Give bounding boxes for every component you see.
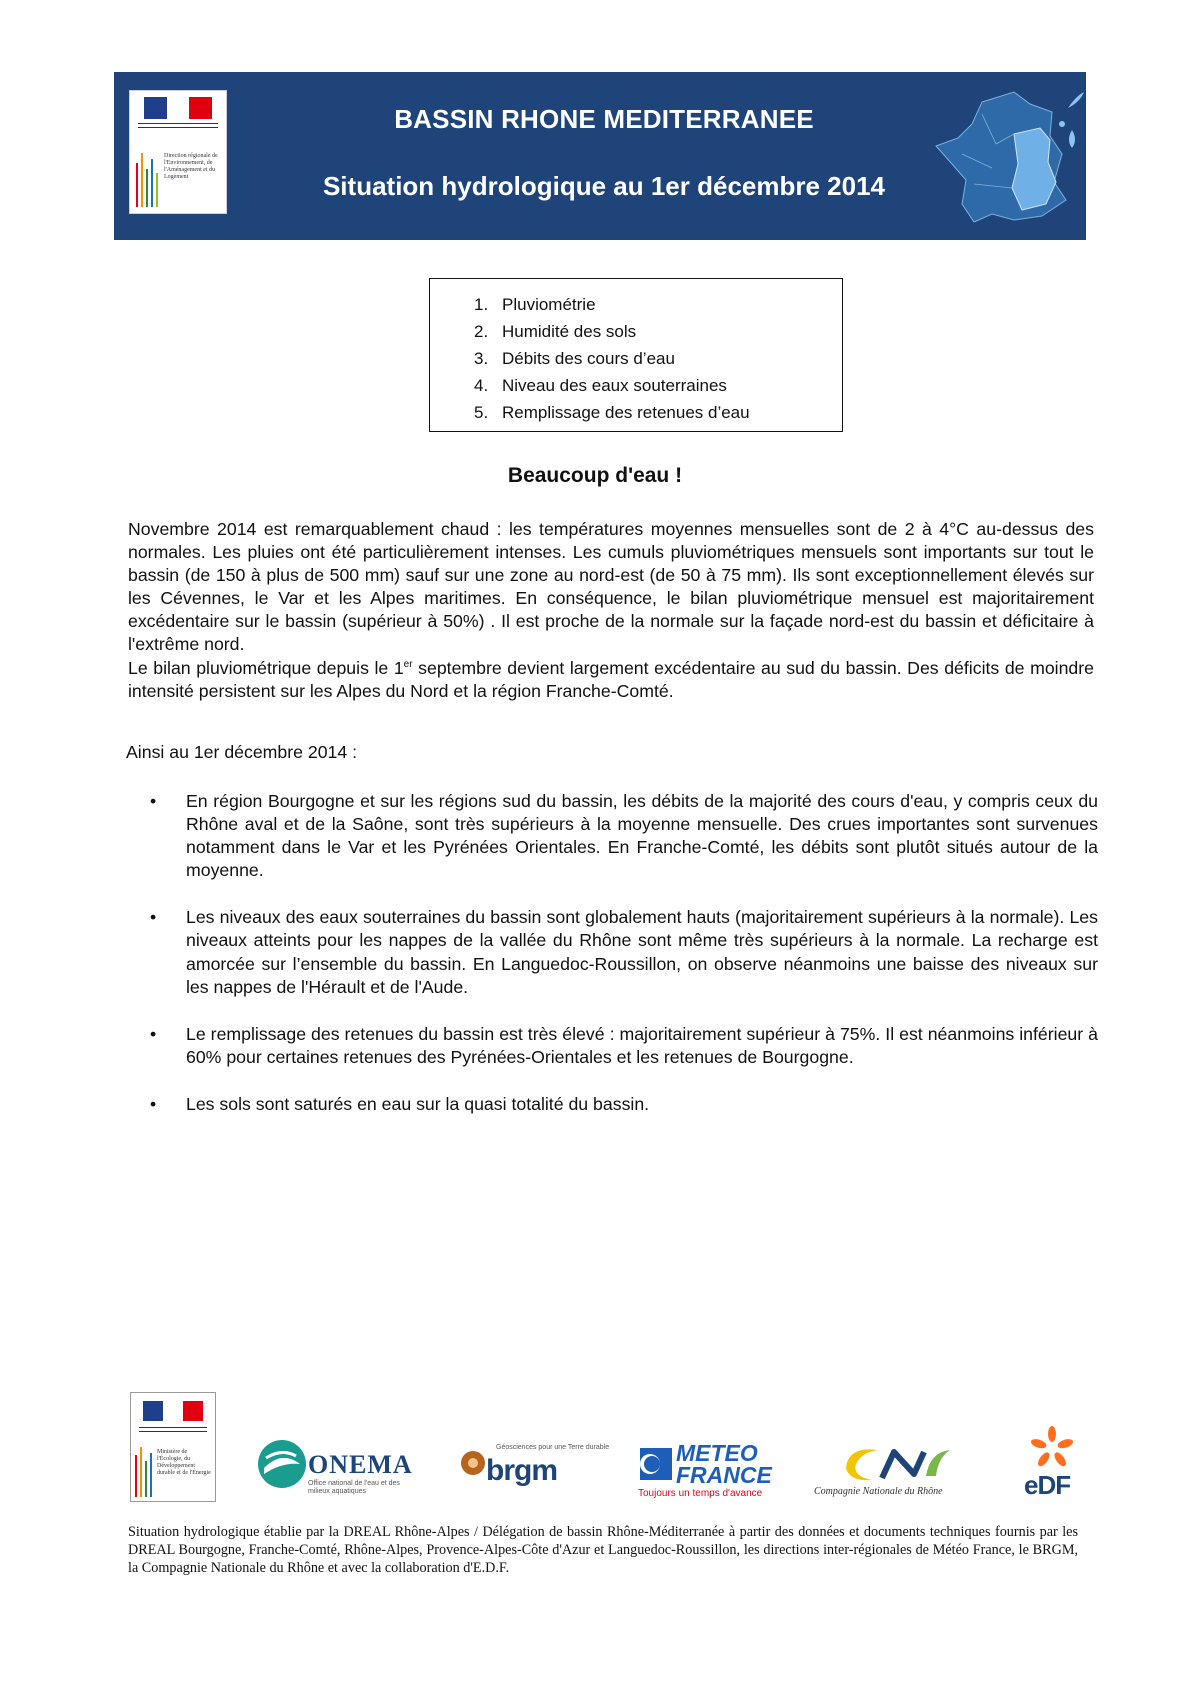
section-heading: Beaucoup d'eau ! xyxy=(507,464,683,487)
dreal-logo xyxy=(129,90,227,214)
toc-item: 1. Pluviométrie xyxy=(474,295,596,314)
intro-text xyxy=(128,518,1094,703)
intro-paragraph-1: Novembre 2014 est remarquablement chaud : les températures moyennes mensuelles sont de 2 à 4°C au-dessus des normales. Les pluies ont été particulièrement intenses. Les cumuls pluviométriques mensuels sont importants sur tout le bassin (de 150 à plus de 500 mm) sauf sur une zone au nord-est (de 50 à 75 mm). Ils sont exceptionnellement élevés sur les Cévennes, le Var et les Alpes maritimes. En conséquence, le bilan pluviométrique mensuel est majoritairement excédentaire sur le bassin (supérieur à 50%) . Il est proche de la normale sur la façade nord-est du bassin et déficitaire à l'extrême nord. xyxy=(128,519,1094,655)
summary-lead: Ainsi au 1er décembre 2014 : xyxy=(126,742,358,762)
toc-item: 4. Niveau des eaux souterraines xyxy=(474,376,727,395)
ministere-logo-text: Ministère de l'Écologie, du Développement durable et de l'Énergie xyxy=(157,1449,211,1476)
list-item: • En région Bourgogne et sur les régions sud du bassin, les débits de la majorité des cours d'eau, y compris ceux du Rhône aval et de la Saône, sont très supérieurs à la moyenne mensuelle. Des crues importantes sont survenues notamment dans le Var et les Pyrénées Orientales. En Franche-Comté, les débits sont plutôt situés autour de la moyenne. xyxy=(150,791,1098,881)
list-item: • Les sols sont saturés en eau sur la quasi totalité du bassin. xyxy=(150,1093,650,1114)
dreal-logo-text: Direction régionale de l'Environnement, de l'Aménagement et du Logement xyxy=(164,153,218,180)
brgm-logo: Géosciences pour une Terre durable brgm xyxy=(460,1444,584,1500)
summary-list xyxy=(148,790,1098,1140)
list-item: • Le remplissage des retenues du bassin est très élevé : majoritairement supérieur à 75%. Il est néanmoins inférieur à 60% pour certaines retenues des Pyrénées-Orientales et les retenues de Bourgogne. xyxy=(150,1023,1098,1067)
page-title: BASSIN RHONE MEDITERRANEE xyxy=(394,104,814,134)
france-map-icon xyxy=(922,84,1086,232)
list-item: • Les niveaux des eaux souterraines du bassin sont globalement hauts (majoritairement supérieurs à la normale). Les niveaux atteints pour les nappes de la vallée du Rhône sont même très supérieurs à la normale. La recharge est amorcée sur l’ensemble du bassin. En Languedoc-Roussillon, on observe néanmoins une baisse des niveaux sur les nappes de l'Hérault et de l'Aude. xyxy=(150,907,1098,997)
toc-item: 3. Débits des cours d’eau xyxy=(474,349,675,368)
page-subtitle: Situation hydrologique au 1er décembre 2014 xyxy=(322,171,886,201)
table-of-contents xyxy=(429,278,843,432)
partner-logos xyxy=(128,1392,1088,1508)
republique-flag-icon xyxy=(144,97,212,119)
ministere-logo xyxy=(130,1392,216,1502)
intro-paragraph-2: Le bilan pluviométrique depuis le 1er septembre devient largement excédentaire au sud du bassin. Des déficits de moindre intensité persistent sur les Alpes du Nord et la région Franche-Comté. xyxy=(128,657,1094,701)
cnr-logo: Compagnie Nationale du Rhône xyxy=(814,1444,984,1500)
toc-item: 5. Remplissage des retenues d’eau xyxy=(474,403,750,422)
header-banner xyxy=(114,72,1086,240)
toc-item: 2. Humidité des sols xyxy=(474,322,637,341)
edf-logo: eDF xyxy=(1020,1426,1084,1502)
onema-logo: ONEMA Office national de l'eau et des milieux aquatiques xyxy=(256,1438,416,1500)
footer-credits: Situation hydrologique établie par la DREAL Rhône-Alpes / Délégation de bassin Rhône-Méditerranée à partir des données et documents techniques fournis par les DREAL Bourgogne, Franche-Comté, Rhône-Alpes, Provence-Alpes-Côte d'Azur et Languedoc-Roussillon, les directions inter-régionales de Météo France, le BRGM, la Compagnie Nationale du Rhône et avec la collaboration d'E.D.F. xyxy=(128,1524,1078,1576)
color-bars-icon xyxy=(134,149,164,209)
meteo-france-logo: METEO FRANCE Toujours un temps d'avance xyxy=(638,1440,772,1499)
